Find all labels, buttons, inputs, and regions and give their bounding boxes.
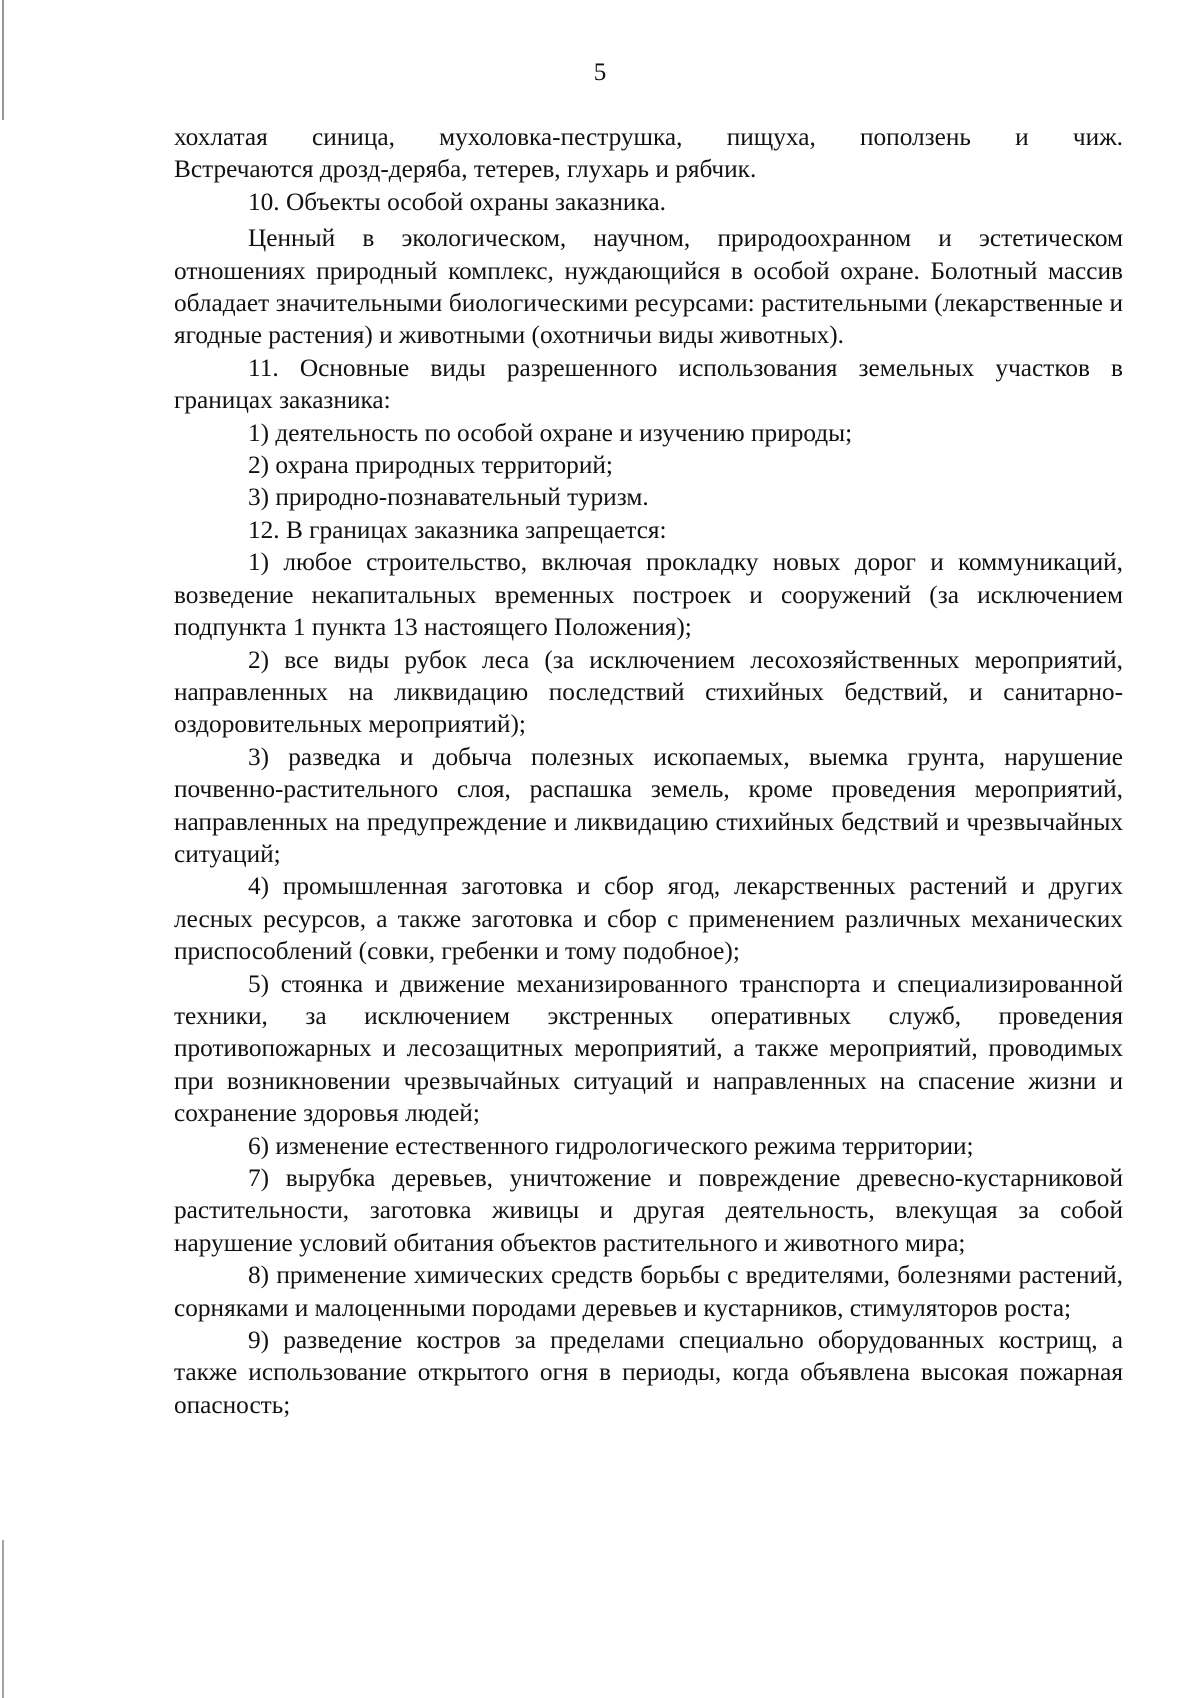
paragraph: 2) охрана природных территорий;: [248, 451, 613, 480]
paragraph: 3) разведка и добыча полезных ископаемых, выемка грунта, нарушение почвенно-растительного слоя, распашка земель, кроме проведения мероприятий, направленных на предупреждение и ликвидацию стихийных бедствий и чрезвычайных ситуаций;: [174, 742, 1123, 868]
paragraph: 3) природно-познавательный туризм.: [248, 483, 649, 512]
paragraph: 1) любое строительство, включая прокладку новых дорог и коммуникаций, возведение некапитальных временных построек и сооружений (за исключением подпункта 1 пункта 13 настоящего Положения);: [174, 548, 1123, 642]
page-number: 5: [593, 59, 607, 86]
document-body: [174, 121, 1123, 1421]
paragraph: 1) деятельность по особой охране и изучению природы;: [248, 418, 853, 447]
paragraph: 7) вырубка деревьев, уничтожение и повреждение древесно-кустарниковой растительности, заготовка живицы и другая деятельность, влекущая за собой нарушение условий обитания объектов растительного и животного мира;: [174, 1164, 1123, 1257]
paragraph: 6) изменение естественного гидрологического режима территории;: [248, 1131, 974, 1160]
paragraph: 8) применение химических средств борьбы с вредителями, болезнями растений, сорняками и малоценными породами деревьев и кустарников, стимуляторов роста;: [174, 1261, 1123, 1322]
paragraph: 2) все виды рубок леса (за исключением лесохозяйственных мероприятий, направленных на ликвидацию последствий стихийных бедствий, и санитарно-оздоровительных мероприятий);: [174, 645, 1123, 739]
paragraph: 10. Объекты особой охраны заказника.: [248, 187, 666, 216]
paragraph: 9) разведение костров за пределами специально оборудованных кострищ, а также использование открытого огня в периоды, когда объявлена высокая пожарная опасность;: [174, 1326, 1123, 1419]
paragraph: Ценный в экологическом, научном, природоохранном и эстетическом отношениях природный комплекс, нуждающийся в особой охране. Болотный массив обладает значительными биологическими ресурсами: растительными (лекарственные и ягодные растения) и животными (охотничьи виды животных).: [174, 224, 1123, 350]
scan-edge: [2, 0, 4, 1698]
paragraph: 12. В границах заказника запрещается:: [248, 515, 667, 544]
paragraph: 11. Основные виды разрешенного использования земельных участков в границах заказника:: [174, 353, 1123, 415]
paragraph: 4) промышленная заготовка и сбор ягод, лекарственных растений и других лесных ресурсов, а также заготовка и сбор с применением различных механических приспособлений (совки, гребенки и тому подобное);: [174, 872, 1123, 966]
paragraph: хохлатая синица, мухоловка-пеструшка, пищуха, поползень и чиж.: [174, 123, 1123, 151]
paragraph: 5) стоянка и движение механизированного транспорта и специализированной техники, за исключением экстренных оперативных служб, проведения противопожарных и лесозащитных мероприятий, а также мероприятий, проводимых при возникновении чрезвычайных ситуаций и направленных на спасение жизни и сохранение здоровья людей;: [174, 969, 1123, 1128]
paragraph: Встречаются дрозд-деряба, тетерев, глухарь и рябчик.: [174, 155, 757, 184]
